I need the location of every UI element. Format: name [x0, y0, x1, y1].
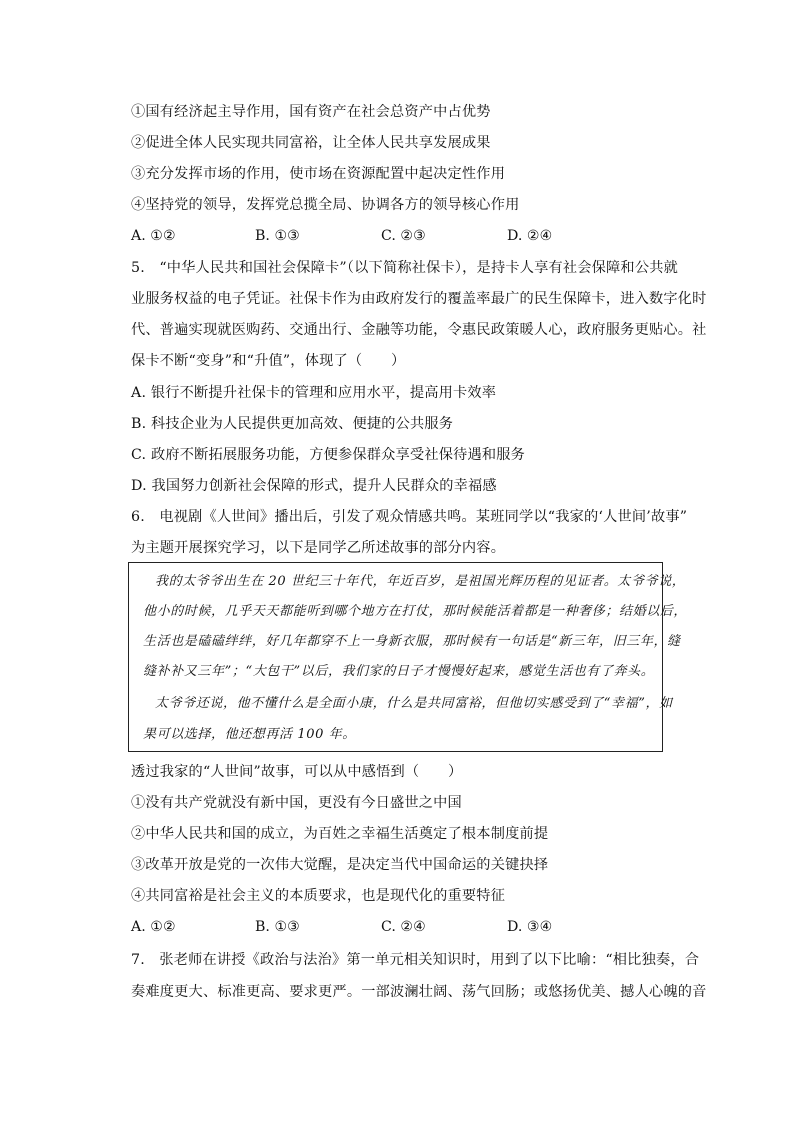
q7-stem-line-1: 7. 张老师在讲授《政治与法治》第一单元相关知识时，用到了以下比喻：“相比独奏，合	[131, 952, 700, 968]
q5-stem-line-1: 5. “中华人民共和国社会保障卡”（以下简称社保卡），是持卡人享有社会保障和公共就	[131, 260, 678, 276]
story-line-1: 我的太爷爷出生在 20 世纪三十年代，年近百岁，是祖国光辉历程的见证者。太爷爷说，	[155, 574, 686, 589]
q5-stem-line-3: 代、普遍实现就医购药、交通出行、金融等功能，令惠民政策暖人心，政府服务更贴心。社	[131, 322, 707, 338]
q5-stem-line-2: 业服务权益的电子凭证。社保卡作为由政府发行的覆盖率最广的民生保障卡，进入数字化时	[131, 291, 707, 307]
q6-item-1: ①没有共产党就没有新中国，更没有今日盛世之中国	[131, 795, 462, 811]
q4-item-2: ②促进全体人民实现共同富裕，让全体人民共享发展成果	[131, 135, 491, 151]
q6-stem-line-2: 为主题开展探究学习，以下是同学乙所述故事的部分内容。	[131, 540, 506, 556]
q6-item-3: ③改革开放是党的一次伟大觉醒，是决定当代中国命运的关键抉择	[131, 857, 549, 873]
q4-option-d: D. ②④	[507, 228, 553, 244]
q4-item-1: ①国有经济起主导作用，国有资产在社会总资产中占优势	[131, 104, 491, 120]
q6-option-c: C. ②④	[381, 919, 426, 935]
q6-question: 透过我家的“人世间”故事，可以从中感悟到（ ）	[131, 764, 463, 780]
q5-option-a: A. 银行不断提升社保卡的管理和应用水平，提高用卡效率	[131, 385, 497, 401]
story-line-4: 缝补补又三年”；“大包干”以后，我们家的日子才慢慢好起来，感觉生活也有了奔头。	[143, 664, 655, 679]
story-line-2: 他小的时候，几乎天天都能听到哪个地方在打仗，那时候能活着都是一种奢侈；结婚以后，	[143, 604, 688, 619]
story-line-3: 生活也是磕磕绊绊，好几年都穿不上一身新衣服，那时候有一句话是“新三年，旧三年，缝	[143, 634, 681, 649]
q7-stem-line-2: 奏难度更大、标准更高、要求更严。一部波澜壮阔、荡气回肠；或悠扬优美、撼人心魄的音	[131, 984, 707, 1000]
q5-option-b: B. 科技企业为人民提供更加高效、便捷的公共服务	[131, 416, 454, 432]
q4-item-4: ④坚持党的领导，发挥党总揽全局、协调各方的领导核心作用	[131, 197, 520, 213]
q5-option-d: D. 我国努力创新社会保障的形式，提升人民群众的幸福感	[131, 478, 497, 494]
story-line-6: 果可以选择，他还想再活 100 年。	[143, 727, 356, 742]
q4-item-3: ③充分发挥市场的作用，使市场在资源配置中起决定性作用	[131, 166, 506, 182]
q5-option-c: C. 政府不断拓展服务功能，方便参保群众享受社保待遇和服务	[131, 447, 526, 463]
q6-option-a: A. ①②	[131, 919, 176, 935]
q6-option-d: D. ③④	[507, 919, 553, 935]
story-line-5: 太爷爷还说，他不懂什么是全面小康，什么是共同富裕，但他切实感受到了“幸福”，如	[155, 696, 673, 711]
q5-stem-line-4: 保卡不断“变身”和“升值”，体现了（ ）	[131, 353, 406, 369]
story-box	[128, 562, 688, 752]
q4-option-b: B. ①③	[255, 228, 300, 244]
q6-option-b: B. ①③	[255, 919, 300, 935]
q6-item-4: ④共同富裕是社会主义的本质要求，也是现代化的重要特征	[131, 888, 506, 904]
q4-option-a: A. ①②	[131, 228, 176, 244]
q4-option-c: C. ②③	[381, 228, 426, 244]
q6-stem-line-1: 6. 电视剧《人世间》播出后，引发了观众情感共鸣。某班同学以“我家的‘人世间’故事”	[131, 509, 688, 525]
q6-item-2: ②中华人民共和国的成立，为百姓之幸福生活奠定了根本制度前提	[131, 826, 549, 842]
